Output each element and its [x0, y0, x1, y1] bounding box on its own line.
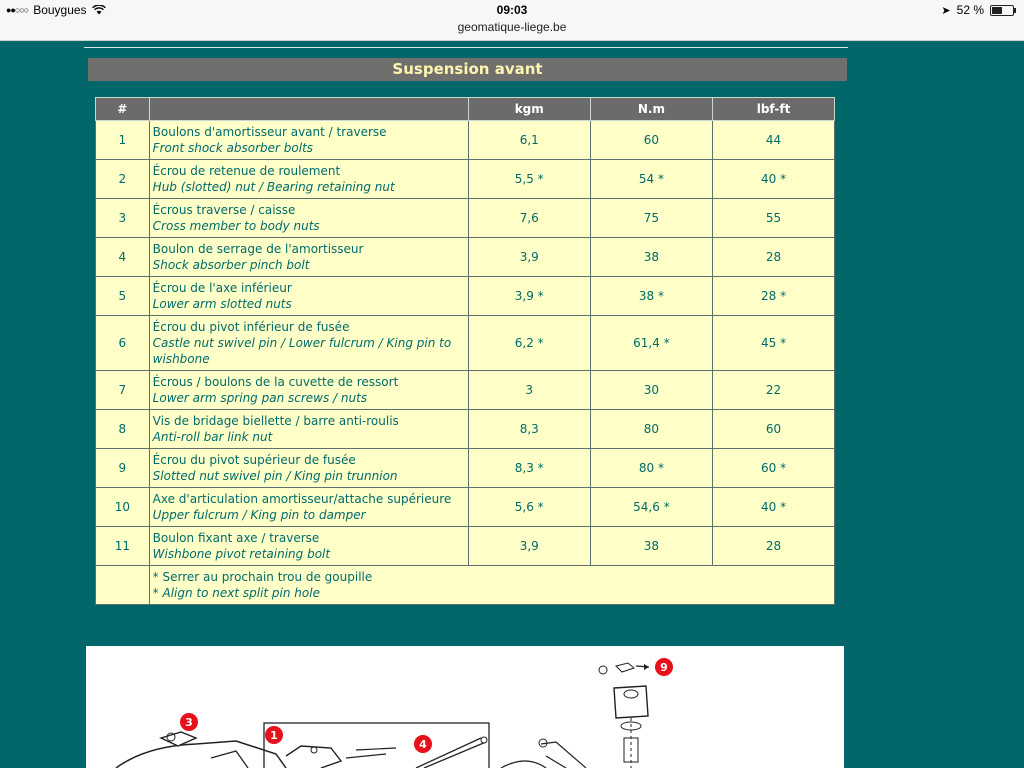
value-nm: 80 * [590, 449, 712, 488]
row-number: 9 [96, 449, 150, 488]
value-nm: 60 [590, 121, 712, 160]
description-french: Boulons d'amortisseur avant / traverse [152, 125, 387, 139]
value-kgm: 6,2 * [468, 316, 590, 371]
description-french: Écrou de l'axe inférieur [152, 281, 292, 295]
description-english: Slotted nut swivel pin / King pin trunnion [152, 469, 398, 483]
value-nm: 75 [590, 199, 712, 238]
table-row [96, 449, 835, 488]
value-nm: 38 [590, 238, 712, 277]
row-number: 3 [96, 199, 150, 238]
description-english: Front shock absorber bolts [152, 141, 314, 155]
value-nm: 30 [590, 371, 712, 410]
exploded-parts-drawing [86, 646, 844, 768]
location-arrow-icon: ➤ [941, 4, 951, 17]
table-row [96, 316, 835, 371]
table-row [96, 199, 835, 238]
table-row [96, 277, 835, 316]
table-body [96, 121, 835, 605]
value-lbf-ft: 40 * [713, 160, 835, 199]
table-row [96, 527, 835, 566]
row-number: 6 [96, 316, 150, 371]
clock: 09:03 [496, 3, 528, 17]
description-english: Wishbone pivot retaining bolt [152, 547, 331, 561]
carrier-name: Bouygues [33, 3, 87, 17]
value-nm: 54 * [590, 160, 712, 199]
signal-icon: ●●○○○ [6, 5, 29, 15]
top-divider [84, 47, 848, 48]
row-number: 1 [96, 121, 150, 160]
row-number: 7 [96, 371, 150, 410]
value-lbf-ft: 45 * [713, 316, 835, 371]
link-outline [541, 742, 586, 768]
description-english: Cross member to body nuts [152, 219, 320, 233]
table-row [96, 238, 835, 277]
callout-label: 9 [660, 661, 668, 674]
row-description [149, 160, 468, 199]
row-description [149, 316, 468, 371]
arm-curve [501, 761, 546, 768]
row-description [149, 121, 468, 160]
battery-icon [990, 5, 1014, 16]
row-description [149, 199, 468, 238]
row-description [149, 371, 468, 410]
row-number: 10 [96, 488, 150, 527]
footnote-empty-cell [96, 566, 150, 605]
description-french: Vis de bridage biellette / barre anti-roulis [152, 414, 399, 428]
callout-label: 3 [185, 716, 193, 729]
row-description [149, 527, 468, 566]
callout-1 [265, 726, 283, 744]
col-header-kgm: kgm [468, 98, 590, 121]
table-header-row [96, 98, 835, 121]
row-description [149, 410, 468, 449]
footnote-french: * Serrer au prochain trou de goupille [152, 570, 373, 584]
value-nm: 38 [590, 527, 712, 566]
row-number: 4 [96, 238, 150, 277]
arm-outline [211, 751, 248, 768]
crossmember-outline [116, 741, 286, 768]
part-group-frame [264, 723, 489, 768]
row-number: 8 [96, 410, 150, 449]
row-description [149, 488, 468, 527]
description-french: Boulon de serrage de l'amortisseur [152, 242, 364, 256]
footnote-english: * Align to next split pin hole [152, 586, 320, 600]
value-lbf-ft: 28 * [713, 277, 835, 316]
row-description [149, 277, 468, 316]
shock-absorber-outline [286, 746, 341, 768]
description-english: Lower arm spring pan screws / nuts [152, 391, 368, 405]
col-header-lbf-ft: lbf-ft [713, 98, 835, 121]
description-english: Lower arm slotted nuts [152, 297, 292, 311]
table-row [96, 488, 835, 527]
value-kgm: 3,9 * [468, 277, 590, 316]
value-nm: 80 [590, 410, 712, 449]
description-english: Hub (slotted) nut / Bearing retaining nut [152, 180, 395, 194]
washer-top [599, 666, 607, 674]
callout-4 [414, 735, 432, 753]
callout-label: 1 [270, 729, 278, 742]
description-english: Anti-roll bar link nut [152, 430, 273, 444]
value-kgm: 6,1 [468, 121, 590, 160]
table-row [96, 371, 835, 410]
row-number: 2 [96, 160, 150, 199]
bolt-4-head [481, 737, 487, 743]
table-row [96, 410, 835, 449]
value-lbf-ft: 22 [713, 371, 835, 410]
value-kgm: 7,6 [468, 199, 590, 238]
value-nm: 38 * [590, 277, 712, 316]
table-row [96, 121, 835, 160]
battery-percent: 52 % [956, 3, 984, 17]
footnote-row [96, 566, 835, 605]
description-french: Écrous traverse / caisse [152, 203, 296, 217]
description-french: Axe d'articulation amortisseur/attache supérieure [152, 492, 452, 506]
trunnion-outline [614, 686, 648, 718]
value-lbf-ft: 60 * [713, 449, 835, 488]
value-kgm: 8,3 [468, 410, 590, 449]
value-kgm: 5,5 * [468, 160, 590, 199]
value-kgm: 3,9 [468, 527, 590, 566]
row-number: 5 [96, 277, 150, 316]
suspension-diagram [86, 646, 844, 768]
description-english: Castle nut swivel pin / Lower fulcrum / King pin to wishbone [152, 336, 452, 366]
callout-label: 4 [419, 738, 427, 751]
description-english: Upper fulcrum / King pin to damper [152, 508, 366, 522]
col-header-number: # [96, 98, 150, 121]
status-bar [0, 0, 1024, 41]
value-lbf-ft: 60 [713, 410, 835, 449]
row-number: 11 [96, 527, 150, 566]
status-right [941, 3, 1014, 17]
callout-9 [655, 658, 673, 676]
table-row [96, 160, 835, 199]
description-french: Écrou du pivot supérieur de fusée [152, 453, 356, 467]
value-kgm: 3 [468, 371, 590, 410]
description-french: Boulon fixant axe / traverse [152, 531, 320, 545]
col-header-nm: N.m [590, 98, 712, 121]
bolt-lines [346, 748, 396, 758]
value-nm: 54,6 * [590, 488, 712, 527]
value-lbf-ft: 28 [713, 238, 835, 277]
value-lbf-ft: 28 [713, 527, 835, 566]
slotted-nut-9 [616, 663, 634, 672]
leader-arrow-9 [644, 664, 649, 670]
value-lbf-ft: 40 * [713, 488, 835, 527]
description-french: Écrou de retenue de roulement [152, 164, 341, 178]
page-title: Suspension avant [88, 58, 847, 81]
battery-level-fill [992, 7, 1002, 14]
value-kgm: 3,9 [468, 238, 590, 277]
description-french: Écrous / boulons de la cuvette de ressort [152, 375, 399, 389]
row-description [149, 449, 468, 488]
torque-table [95, 97, 835, 605]
callout-3 [180, 713, 198, 731]
bolt-1-head [311, 747, 317, 753]
value-kgm: 8,3 * [468, 449, 590, 488]
value-kgm: 5,6 * [468, 488, 590, 527]
callout-markers [180, 658, 673, 753]
value-nm: 61,4 * [590, 316, 712, 371]
footnote [149, 566, 834, 605]
value-lbf-ft: 44 [713, 121, 835, 160]
description-french: Écrou du pivot inférieur de fusée [152, 320, 350, 334]
value-lbf-ft: 55 [713, 199, 835, 238]
description-english: Shock absorber pinch bolt [152, 258, 310, 272]
col-header-description [149, 98, 468, 121]
url-bar[interactable]: geomatique-liege.be [457, 20, 567, 34]
row-description [149, 238, 468, 277]
